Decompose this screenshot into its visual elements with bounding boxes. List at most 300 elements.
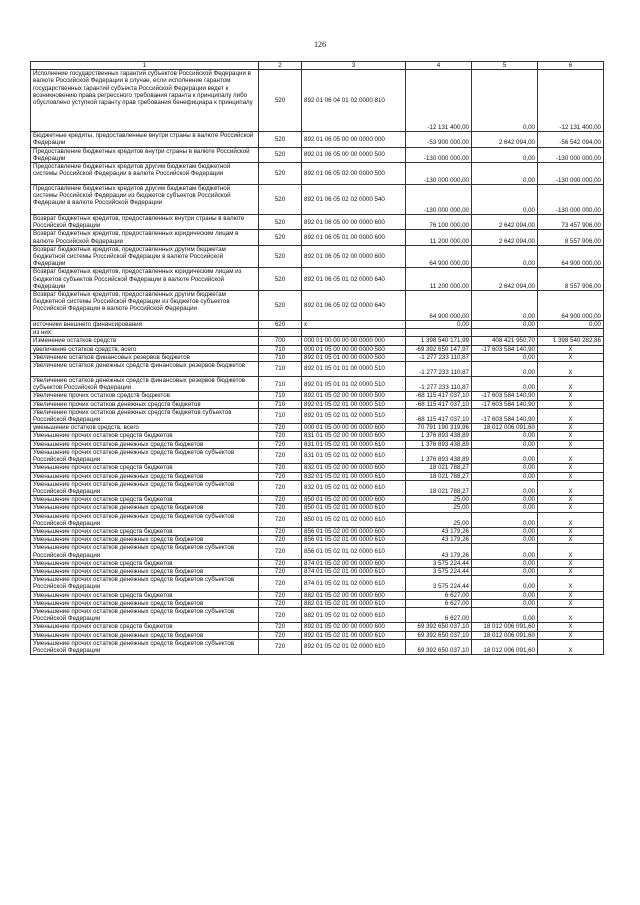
- budget-classification-code: 831 01 05 02 01 00 0000 610: [302, 440, 406, 448]
- table-row: [31, 400, 604, 408]
- amount-column-4: 11 200 000,00: [406, 230, 472, 245]
- row-name: Уменьшение прочих остатков денежных средств бюджетов: [31, 440, 259, 448]
- row-name: Уменьшение прочих остатков средств бюджетов: [31, 496, 259, 504]
- budget-classification-code: 892 01 05 02 01 02 0000 510: [302, 408, 406, 423]
- amount-column-4: 1 376 893 438,89: [406, 440, 472, 448]
- amount-column-6: 8 557 906,00: [538, 268, 604, 291]
- amount-column-6: X: [538, 440, 604, 448]
- budget-classification-code: 892 01 06 05 00 00 0000 500: [302, 147, 406, 162]
- line-code: 700: [259, 337, 302, 345]
- amount-column-5: 18 012 006 091,60: [472, 623, 538, 631]
- amount-column-4: 69 392 650 037,10: [406, 623, 472, 631]
- amount-column-6: X: [538, 504, 604, 512]
- table-row: [31, 512, 604, 527]
- table-row: [31, 472, 604, 480]
- budget-classification-code: 832 01 05 02 01 02 0000 610: [302, 480, 406, 495]
- budget-classification-code: 874 01 05 02 00 00 0000 600: [302, 559, 406, 567]
- table-row: [31, 464, 604, 472]
- amount-column-4: -12 131 400,00: [406, 70, 472, 132]
- amount-column-4: -68 115 417 037,10: [406, 400, 472, 408]
- amount-column-5: 0,00: [472, 163, 538, 185]
- amount-column-4: 70 791 190 319,96: [406, 424, 472, 432]
- line-code: 720: [259, 623, 302, 631]
- amount-column-6: X: [538, 576, 604, 591]
- budget-classification-code: 874 01 05 02 01 00 0000 610: [302, 567, 406, 575]
- amount-column-6: X: [538, 480, 604, 495]
- budget-classification-code: 832 01 05 02 00 00 0000 600: [302, 464, 406, 472]
- amount-column-6: -130 000 000,00: [538, 147, 604, 162]
- amount-column-5: -17 603 584 140,90: [472, 345, 538, 353]
- table-row: [31, 132, 604, 147]
- budget-classification-code: 892 01 05 02 01 02 0000 610: [302, 639, 406, 654]
- column-header: 1: [31, 62, 259, 70]
- budget-classification-code: 892 01 06 05 01 00 0000 600: [302, 230, 406, 245]
- budget-classification-code: 892 01 05 02 00 00 0000 600: [302, 623, 406, 631]
- table-row: [31, 377, 604, 392]
- row-name: Возврат бюджетных кредитов, предоставленных юридическим лицам из бюджетов субъектов Российской Федерации в валюте Российской Федерации: [31, 268, 259, 291]
- amount-column-4: -130 000 000,00: [406, 163, 472, 185]
- amount-column-6: -56 542 094,00: [538, 132, 604, 147]
- row-name: Увеличение остатков финансовых резервов бюджетов: [31, 353, 259, 361]
- amount-column-5: 0,00: [472, 291, 538, 321]
- amount-column-6: X: [538, 559, 604, 567]
- amount-column-5: 0,00: [472, 536, 538, 544]
- amount-column-6: X: [538, 544, 604, 559]
- table-row: [31, 392, 604, 400]
- budget-classification-code: 000 01 05 00 00 00 0000 600: [302, 424, 406, 432]
- amount-column-6: X: [538, 464, 604, 472]
- table-row: [31, 329, 604, 337]
- row-name: Увеличение прочих остатков денежных средств бюджетов: [31, 400, 259, 408]
- budget-classification-code: 892 01 05 02 00 00 0000 500: [302, 392, 406, 400]
- line-code: 720: [259, 631, 302, 639]
- amount-column-6: 73 457 906,00: [538, 215, 604, 230]
- amount-column-6: X: [538, 392, 604, 400]
- amount-column-6: X: [538, 408, 604, 423]
- row-name: Уменьшение прочих остатков денежных средств бюджетов: [31, 567, 259, 575]
- line-code: 720: [259, 576, 302, 591]
- row-name: Уменьшение прочих остатков денежных средств бюджетов субъектов Российской Федерации: [31, 639, 259, 654]
- amount-column-6: X: [538, 345, 604, 353]
- budget-classification-code: 000 01 00 00 00 00 0000 000: [302, 337, 406, 345]
- row-name: Исполнение государственных гарантий субъектов Российской Федерации в валюте Российской Федерации в случае, если исполнение гарантом государственных гарантий субъекта Российской Федерации ведет к возникновению права регрессного требования гаранта к принципалу либо обусловлено уступкой гаранту прав требования бенефициара к принципалу: [31, 70, 259, 132]
- table-row: [31, 245, 604, 268]
- line-code: 710: [259, 362, 302, 377]
- table-row: [31, 607, 604, 622]
- line-code: 710: [259, 345, 302, 353]
- table-row: [31, 496, 604, 504]
- budget-classification-code: 892 01 05 01 01 00 0000 510: [302, 362, 406, 377]
- table-row: [31, 639, 604, 654]
- table-row: [31, 291, 604, 321]
- table-row: [31, 353, 604, 361]
- row-name: Бюджетные кредиты, предоставленные внутри страны в валюте Российской Федерации: [31, 132, 259, 147]
- row-name: Уменьшение прочих остатков средств бюджетов: [31, 432, 259, 440]
- amount-column-4: 0,00: [406, 321, 472, 329]
- budget-classification-code: 856 01 05 02 01 02 0000 610: [302, 544, 406, 559]
- amount-column-5: [472, 329, 538, 337]
- row-name: Предоставление бюджетных кредитов другим бюджетам бюджетной системы Российской Федерации в валюте Российской Федерации: [31, 163, 259, 185]
- amount-column-5: 0,00: [472, 591, 538, 599]
- budget-classification-code: 831 01 05 02 00 00 0000 600: [302, 432, 406, 440]
- table-row: [31, 504, 604, 512]
- row-name: Предоставление бюджетных кредитов внутри страны в валюте Российской Федерации: [31, 147, 259, 162]
- amount-column-4: -1 277 233 110,87: [406, 353, 472, 361]
- line-code: 520: [259, 291, 302, 321]
- amount-column-5: -17 603 584 140,90: [472, 392, 538, 400]
- column-number-row: [31, 62, 604, 70]
- table-row: [31, 321, 604, 329]
- budget-classification-code: 882 01 05 02 00 00 0000 600: [302, 591, 406, 599]
- column-header: 6: [538, 62, 604, 70]
- amount-column-5: -17 603 584 140,90: [472, 400, 538, 408]
- line-code: 720: [259, 480, 302, 495]
- amount-column-5: 0,00: [472, 480, 538, 495]
- financing-sources-table: [30, 61, 604, 655]
- budget-classification-code: 832 01 05 02 01 00 0000 610: [302, 472, 406, 480]
- table-row: [31, 480, 604, 495]
- amount-column-6: X: [538, 400, 604, 408]
- row-name: Уменьшение прочих остатков средств бюджетов: [31, 591, 259, 599]
- amount-column-6: X: [538, 567, 604, 575]
- row-name: Предоставление бюджетных кредитов другим бюджетам бюджетной системы Российской Федерации из бюджетов субъектов Российской Федерации в валюте Российской Федерации: [31, 185, 259, 215]
- table-row: [31, 424, 604, 432]
- amount-column-5: 0,00: [472, 559, 538, 567]
- amount-column-5: 18 012 006 091,60: [472, 639, 538, 654]
- line-code: 710: [259, 377, 302, 392]
- line-code: 520: [259, 230, 302, 245]
- line-code: 720: [259, 448, 302, 463]
- amount-column-6: X: [538, 639, 604, 654]
- budget-classification-code: 892 01 06 04 01 02 0000 810: [302, 70, 406, 132]
- amount-column-5: 18 012 006 091,60: [472, 631, 538, 639]
- amount-column-5: -17 603 584 140,90: [472, 408, 538, 423]
- line-code: 720: [259, 512, 302, 527]
- row-name: Возврат бюджетных кредитов, предоставленных другим бюджетам бюджетной системы Российской Федерации из бюджетов субъектов Российской Федерации в валюте Российской Федерации: [31, 291, 259, 321]
- line-code: 720: [259, 607, 302, 622]
- row-name: Уменьшение прочих остатков денежных средств бюджетов: [31, 536, 259, 544]
- line-code: 720: [259, 591, 302, 599]
- column-header: 4: [406, 62, 472, 70]
- budget-classification-code: 882 01 05 02 01 00 0000 610: [302, 599, 406, 607]
- row-name: источники внешнего финансирования: [31, 321, 259, 329]
- table-row: [31, 163, 604, 185]
- amount-column-6: X: [538, 448, 604, 463]
- amount-column-5: 0,00: [472, 504, 538, 512]
- amount-column-4: [406, 329, 472, 337]
- amount-column-5: 0,00: [472, 576, 538, 591]
- table-row: [31, 362, 604, 377]
- line-code: 520: [259, 245, 302, 268]
- row-name: Увеличение прочих остатков средств бюджетов: [31, 392, 259, 400]
- amount-column-4: 76 100 000,00: [406, 215, 472, 230]
- amount-column-5: 0,00: [472, 448, 538, 463]
- amount-column-6: X: [538, 377, 604, 392]
- amount-column-6: 8 557 906,00: [538, 230, 604, 245]
- amount-column-4: 1 398 540 171,99: [406, 337, 472, 345]
- amount-column-5: 0,00: [472, 321, 538, 329]
- row-name: уменьшение остатков средств, всего: [31, 424, 259, 432]
- budget-classification-code: 856 01 05 02 00 00 0000 600: [302, 527, 406, 535]
- row-name: увеличение остатков средств, всего: [31, 345, 259, 353]
- amount-column-4: -53 900 000,00: [406, 132, 472, 147]
- budget-classification-code: 892 01 05 02 01 00 0000 610: [302, 631, 406, 639]
- line-code: 720: [259, 464, 302, 472]
- table-row: [31, 576, 604, 591]
- amount-column-5: 0,00: [472, 599, 538, 607]
- table-row: [31, 345, 604, 353]
- row-name: Увеличение прочих остатков денежных средств бюджетов субъектов Российской Федерации: [31, 408, 259, 423]
- line-code: 520: [259, 268, 302, 291]
- amount-column-4: 43 179,26: [406, 536, 472, 544]
- row-name: Уменьшение прочих остатков средств бюджетов: [31, 464, 259, 472]
- table-row: [31, 448, 604, 463]
- budget-classification-code: 892 01 05 01 00 00 0000 500: [302, 353, 406, 361]
- column-header: 2: [259, 62, 302, 70]
- row-name: Уменьшение прочих остатков денежных средств бюджетов: [31, 631, 259, 639]
- budget-classification-code: 892 01 06 05 01 02 0000 640: [302, 268, 406, 291]
- table-row: [31, 599, 604, 607]
- budget-classification-code: 892 01 05 01 01 02 0000 510: [302, 377, 406, 392]
- line-code: 720: [259, 496, 302, 504]
- line-code: 720: [259, 639, 302, 654]
- amount-column-6: -12 131 400,00: [538, 70, 604, 132]
- budget-classification-code: 882 01 05 02 01 02 0000 610: [302, 607, 406, 622]
- row-name: Уменьшение прочих остатков средств бюджетов: [31, 527, 259, 535]
- column-header: 5: [472, 62, 538, 70]
- row-name: Уменьшение прочих остатков денежных средств бюджетов субъектов Российской Федерации: [31, 480, 259, 495]
- amount-column-4: -130 000 000,00: [406, 185, 472, 215]
- amount-column-5: 0,00: [472, 527, 538, 535]
- line-code: 720: [259, 567, 302, 575]
- amount-column-5: 0,00: [472, 245, 538, 268]
- amount-column-4: 69 392 650 037,10: [406, 631, 472, 639]
- amount-column-5: 0,00: [472, 362, 538, 377]
- amount-column-5: 0,00: [472, 512, 538, 527]
- amount-column-4: -130 000 000,00: [406, 147, 472, 162]
- amount-column-6: 1 398 540 282,86: [538, 337, 604, 345]
- budget-classification-code: 892 01 06 05 02 00 0000 500: [302, 163, 406, 185]
- line-code: 720: [259, 504, 302, 512]
- amount-column-5: 0,00: [472, 496, 538, 504]
- page-number: 126: [314, 40, 326, 49]
- amount-column-4: 1 376 893 438,89: [406, 448, 472, 463]
- budget-classification-code: 850 01 05 02 00 00 0000 600: [302, 496, 406, 504]
- amount-column-5: 0,00: [472, 185, 538, 215]
- row-name: Уменьшение прочих остатков денежных средств бюджетов субъектов Российской Федерации: [31, 576, 259, 591]
- table-row: [31, 268, 604, 291]
- table-row: [31, 185, 604, 215]
- line-code: 710: [259, 408, 302, 423]
- amount-column-6: X: [538, 631, 604, 639]
- line-code: 720: [259, 472, 302, 480]
- line-code: 720: [259, 424, 302, 432]
- table-row: [31, 567, 604, 575]
- amount-column-4: 6 627,00: [406, 599, 472, 607]
- amount-column-4: 3 575 224,44: [406, 559, 472, 567]
- budget-classification-code: x: [302, 321, 406, 329]
- amount-column-4: 69 392 650 037,10: [406, 639, 472, 654]
- amount-column-4: 6 627,00: [406, 607, 472, 622]
- amount-column-6: X: [538, 623, 604, 631]
- table-row: [31, 432, 604, 440]
- line-code: 520: [259, 132, 302, 147]
- table-row: [31, 70, 604, 132]
- amount-column-4: 25,00: [406, 504, 472, 512]
- row-name: Увеличение остатков денежных средств финансовых резервов бюджетов субъектов Российской Федерации: [31, 377, 259, 392]
- row-name: Возврат бюджетных кредитов, предоставленных юридическим лицам в валюте Российской Федерации: [31, 230, 259, 245]
- line-code: 710: [259, 400, 302, 408]
- table-row: [31, 408, 604, 423]
- amount-column-6: -130 000 000,00: [538, 185, 604, 215]
- amount-column-4: 25,00: [406, 496, 472, 504]
- budget-classification-code: 856 01 05 02 01 00 0000 610: [302, 536, 406, 544]
- budget-classification-code: 892 01 06 05 00 00 0000 000: [302, 132, 406, 147]
- amount-column-5: 2 642 094,00: [472, 268, 538, 291]
- row-name: из них:: [31, 329, 259, 337]
- line-code: 520: [259, 163, 302, 185]
- budget-classification-code: 874 01 05 02 01 02 0000 610: [302, 576, 406, 591]
- amount-column-5: 0,00: [472, 377, 538, 392]
- line-code: 520: [259, 215, 302, 230]
- amount-column-4: 64 900 000,00: [406, 291, 472, 321]
- amount-column-5: 0,00: [472, 472, 538, 480]
- line-code: 620: [259, 321, 302, 329]
- amount-column-5: 0,00: [472, 70, 538, 132]
- row-name: Уменьшение прочих остатков денежных средств бюджетов субъектов Российской Федерации: [31, 544, 259, 559]
- amount-column-4: 6 627,00: [406, 591, 472, 599]
- amount-column-4: 18 021 788,27: [406, 472, 472, 480]
- amount-column-4: -1 277 233 110,87: [406, 362, 472, 377]
- amount-column-6: X: [538, 527, 604, 535]
- table-row: [31, 337, 604, 345]
- budget-classification-code: [302, 329, 406, 337]
- budget-classification-code: 892 01 05 02 01 00 0000 510: [302, 400, 406, 408]
- row-name: Уменьшение прочих остатков денежных средств бюджетов: [31, 599, 259, 607]
- budget-classification-code: 831 01 05 02 01 02 0000 610: [302, 448, 406, 463]
- amount-column-5: 0,00: [472, 432, 538, 440]
- budget-classification-code: 892 01 06 05 02 00 0000 600: [302, 245, 406, 268]
- budget-classification-code: 850 01 05 02 01 00 0000 610: [302, 504, 406, 512]
- row-name: Уменьшение прочих остатков денежных средств бюджетов субъектов Российской Федерации: [31, 512, 259, 527]
- table-row: [31, 230, 604, 245]
- amount-column-6: X: [538, 607, 604, 622]
- line-code: 720: [259, 544, 302, 559]
- table-row: [31, 631, 604, 639]
- amount-column-5: 408 421 950,70: [472, 337, 538, 345]
- amount-column-6: X: [538, 536, 604, 544]
- row-name: Изменение остатков средств: [31, 337, 259, 345]
- amount-column-4: 11 200 000,00: [406, 268, 472, 291]
- amount-column-6: 64 900 000,00: [538, 245, 604, 268]
- amount-column-6: X: [538, 472, 604, 480]
- amount-column-6: X: [538, 496, 604, 504]
- amount-column-5: 0,00: [472, 544, 538, 559]
- table-row: [31, 536, 604, 544]
- amount-column-5: 0,00: [472, 353, 538, 361]
- amount-column-6: X: [538, 591, 604, 599]
- amount-column-5: 0,00: [472, 440, 538, 448]
- amount-column-6: [538, 329, 604, 337]
- line-code: 520: [259, 70, 302, 132]
- table-row: [31, 591, 604, 599]
- amount-column-5: 2 642 094,00: [472, 215, 538, 230]
- budget-classification-code: 892 01 06 05 00 00 0000 600: [302, 215, 406, 230]
- line-code: 720: [259, 536, 302, 544]
- budget-classification-code: 892 01 06 05 02 02 0000 640: [302, 291, 406, 321]
- amount-column-5: 18 012 006 091,60: [472, 424, 538, 432]
- amount-column-4: 1 376 893 438,89: [406, 432, 472, 440]
- amount-column-6: 64 900 000,00: [538, 291, 604, 321]
- row-name: Уменьшение прочих остатков средств бюджетов: [31, 559, 259, 567]
- budget-classification-code: 892 01 06 05 02 02 0000 540: [302, 185, 406, 215]
- amount-column-5: 0,00: [472, 464, 538, 472]
- row-name: Уменьшение прочих остатков денежных средств бюджетов: [31, 472, 259, 480]
- amount-column-6: X: [538, 512, 604, 527]
- table-row: [31, 215, 604, 230]
- row-name: Возврат бюджетных кредитов, предоставленных внутри страны в валюте Российской Федерации: [31, 215, 259, 230]
- amount-column-6: X: [538, 424, 604, 432]
- amount-column-5: 0,00: [472, 147, 538, 162]
- amount-column-4: 3 575 224,44: [406, 576, 472, 591]
- line-code: 520: [259, 185, 302, 215]
- budget-classification-code: 850 01 05 02 01 02 0000 610: [302, 512, 406, 527]
- amount-column-4: 3 575 224,44: [406, 567, 472, 575]
- line-code: 720: [259, 527, 302, 535]
- amount-column-6: X: [538, 362, 604, 377]
- amount-column-4: 43 179,26: [406, 527, 472, 535]
- amount-column-4: 18 021 788,27: [406, 464, 472, 472]
- row-name: Уменьшение прочих остатков денежных средств бюджетов субъектов Российской Федерации: [31, 607, 259, 622]
- table-row: [31, 559, 604, 567]
- amount-column-6: X: [538, 432, 604, 440]
- table-row: [31, 623, 604, 631]
- amount-column-6: -130 000 000,00: [538, 163, 604, 185]
- amount-column-4: 43 179,26: [406, 544, 472, 559]
- amount-column-6: 0,00: [538, 321, 604, 329]
- line-code: 720: [259, 440, 302, 448]
- amount-column-4: -69 392 650 147,97: [406, 345, 472, 353]
- amount-column-5: 0,00: [472, 607, 538, 622]
- table-body: [31, 70, 604, 655]
- line-code: [259, 329, 302, 337]
- row-name: Возврат бюджетных кредитов, предоставленных другим бюджетам бюджетной системы Российской Федерации в валюте Российской Федерации: [31, 245, 259, 268]
- table-row: [31, 544, 604, 559]
- amount-column-4: 25,00: [406, 512, 472, 527]
- line-code: 710: [259, 392, 302, 400]
- amount-column-5: 2 642 094,00: [472, 132, 538, 147]
- amount-column-4: -68 115 417 037,10: [406, 392, 472, 400]
- amount-column-4: -68 115 417 037,10: [406, 408, 472, 423]
- amount-column-6: X: [538, 599, 604, 607]
- amount-column-4: 64 900 000,00: [406, 245, 472, 268]
- table-row: [31, 147, 604, 162]
- row-name: Увеличение остатков денежных средств финансовых резервов бюджетов: [31, 362, 259, 377]
- line-code: 710: [259, 353, 302, 361]
- amount-column-6: X: [538, 353, 604, 361]
- amount-column-5: 0,00: [472, 567, 538, 575]
- amount-column-4: -1 277 233 110,87: [406, 377, 472, 392]
- budget-classification-code: 000 01 05 00 00 00 0000 500: [302, 345, 406, 353]
- table-row: [31, 527, 604, 535]
- line-code: 520: [259, 147, 302, 162]
- line-code: 720: [259, 599, 302, 607]
- line-code: 720: [259, 432, 302, 440]
- column-header: 3: [302, 62, 406, 70]
- row-name: Уменьшение прочих остатков денежных средств бюджетов субъектов Российской Федерации: [31, 448, 259, 463]
- line-code: 720: [259, 559, 302, 567]
- amount-column-4: 18 021 788,27: [406, 480, 472, 495]
